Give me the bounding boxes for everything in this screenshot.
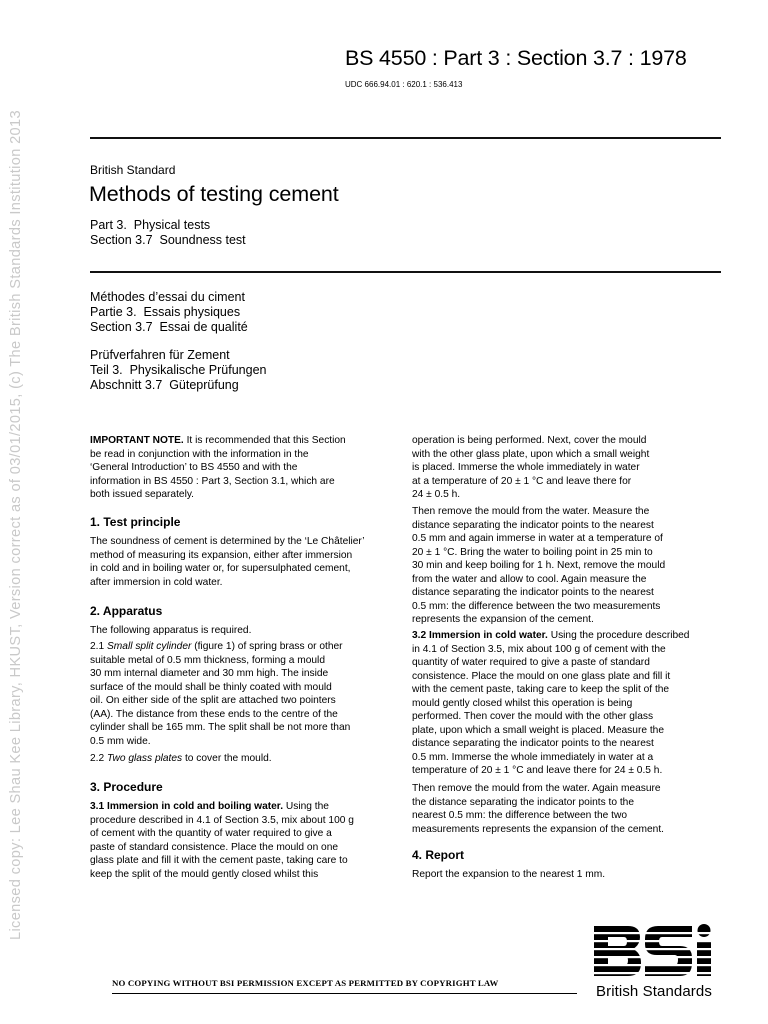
clause-3-2-line: with the cement paste, taking care to keep the split of the xyxy=(412,684,670,695)
clause-3-2-line: plate, upon which a small weight is placed. Measure the xyxy=(412,724,664,736)
continuation-line: distance separating the indicator points to the nearest xyxy=(412,587,654,598)
clause-3-1-line: of cement with the quantity of water required to give a xyxy=(90,828,332,839)
copyright-notice: NO COPYING WITHOUT BSI PERMISSION EXCEPT AS PERMITTED BY COPYRIGHT LAW xyxy=(112,978,499,988)
continuation-line: from the water and allow to cool. Again measure the xyxy=(412,573,647,585)
section-1-line: after immersion in cold water. xyxy=(90,576,223,588)
standard-number: BS 4550 : Part 3 : Section 3.7 : 1978 xyxy=(345,46,687,70)
clause-3-1-line: procedure described in 4.1 of Section 3.5, mix about 100 g xyxy=(90,814,354,826)
clause-2-1-term: Small split cylinder xyxy=(107,641,192,652)
clause-3-2-line: temperature of 20 ± 1 °C and leave there for 24 ± 0.5 h. xyxy=(412,765,663,776)
clause-3-2-line: quantity of water required to give a paste of standard xyxy=(412,657,650,668)
clause-3-2-line: measurements represents the expansion of the cement. xyxy=(412,823,664,835)
clause-3-2-line: mould gently closed whilst this operation is being xyxy=(412,697,633,709)
english-subtitle-part: Part 3. Physical tests xyxy=(90,218,211,232)
german-title: Prüfverfahren für Zement xyxy=(90,348,230,362)
continuation-line: with the other glass plate, upon which a small weight xyxy=(412,448,650,460)
continuation-line: 0.5 mm: the difference between the two measurements xyxy=(412,600,661,612)
clause-3-1-line: keep the split of the mould gently closed whilst this xyxy=(90,868,319,880)
clause-2-1-line: oil. On either side of the split are attached two pointers xyxy=(90,695,336,706)
english-subtitle-section: Section 3.7 Soundness test xyxy=(90,233,246,247)
section-1-heading: 1. Test principle xyxy=(90,515,181,529)
clause-2-1-line: 30 mm internal diameter and 30 mm high. The inside xyxy=(90,668,329,679)
clause-3-2-line: distance separating the indicator points to the nearest xyxy=(412,738,654,749)
brand-name: British Standards xyxy=(596,983,712,1000)
continuation-line: at a temperature of 20 ± 1 °C and leave there for xyxy=(412,475,632,487)
clause-2-1-line: 2.1 Small split cylinder (figure 1) of spring brass or other xyxy=(90,641,343,652)
important-note-line: be read in conjunction with the information in the xyxy=(90,448,309,460)
french-subtitle-part: Partie 3. Essais physiques xyxy=(90,305,241,319)
udc-code: UDC 666.94.01 : 620.1 : 536.413 xyxy=(345,80,463,89)
german-subtitle-section: Abschnitt 3.7 Güteprüfung xyxy=(90,378,239,392)
french-title: Méthodes d’essai du ciment xyxy=(90,290,245,304)
clause-2-2-line: 2.2 Two glass plates to cover the mould. xyxy=(90,753,272,764)
clause-3-2-line: consistence. Place the mould on one glass plate and fill it xyxy=(412,670,671,682)
clause-3-1-line: glass plate and fill it with the cement paste, taking care to xyxy=(90,855,348,866)
footer-divider xyxy=(112,993,577,994)
section-4-text: Report the expansion to the nearest 1 mm. xyxy=(412,869,606,880)
document-title: Methods of testing cement xyxy=(89,182,339,206)
continuation-line: Then remove the mould from the water. Measure the xyxy=(412,506,650,517)
bsi-logo-letter-i-dot xyxy=(698,924,711,937)
clause-2-1-line: surface of the mould shall be thinly coated with mould xyxy=(90,681,332,693)
document-type-label: British Standard xyxy=(90,163,176,177)
title-divider xyxy=(90,271,721,273)
section-3-heading: 3. Procedure xyxy=(90,780,163,794)
french-subtitle-section: Section 3.7 Essai de qualité xyxy=(90,320,248,334)
section-2-intro: The following apparatus is required. xyxy=(90,625,252,636)
clause-3-2-heading: 3.2 Immersion in cold water. xyxy=(412,630,548,641)
continuation-line: 24 ± 0.5 h. xyxy=(412,489,461,500)
continuation-line: 20 ± 1 °C. Bring the water to boiling point in 25 min to xyxy=(412,546,653,558)
clause-2-1-line: 0.5 mm wide. xyxy=(90,735,151,747)
section-1-line: in cold and in boiling water or, for supersulphated cement, xyxy=(90,563,351,574)
clause-3-2-line: in 4.1 of Section 3.5, mix about 100 g of cement with the xyxy=(412,643,666,655)
important-note-line: information in BS 4550 : Part 3, Section 3.1, which are xyxy=(90,475,335,487)
top-divider xyxy=(90,137,721,139)
important-note-line: ‘General Introduction’ to BS 4550 and with the xyxy=(90,462,298,473)
bsi-logo xyxy=(594,924,733,978)
clause-3-1-line: 3.1 Immersion in cold and boiling water. Using the xyxy=(90,801,329,812)
important-note-label: IMPORTANT NOTE. xyxy=(90,435,184,446)
clause-3-2-line: nearest 0.5 mm: the difference between the two xyxy=(412,810,628,821)
continuation-line: operation is being performed. Next, cover the mould xyxy=(412,435,647,446)
clause-3-2-line: the distance separating the indicator points to the xyxy=(412,796,635,808)
continuation-line: 30 min and keep boiling for 1 h. Next, remove the mould xyxy=(412,560,666,571)
section-2-heading: 2. Apparatus xyxy=(90,604,163,618)
section-1-line: method of measuring its expansion, either after immersion xyxy=(90,549,353,561)
clause-2-2-term: Two glass plates xyxy=(107,753,183,764)
important-note-line: IMPORTANT NOTE. It is recommended that this Section xyxy=(90,435,346,446)
clause-2-1-line: cylinder shall be 165 mm. The split shall be not more than xyxy=(90,722,351,733)
clause-2-1-line: (AA). The distance from these ends to the centre of the xyxy=(90,708,338,720)
continuation-line: 0.5 mm and again immerse in water at a temperature of xyxy=(412,533,663,544)
continuation-line: represents the expansion of the cement. xyxy=(412,614,594,625)
continuation-line: distance separating the indicator points to the nearest xyxy=(412,519,654,531)
german-subtitle-part: Teil 3. Physikalische Prüfungen xyxy=(90,363,267,377)
clause-3-2-line: Then remove the mould from the water. Again measure xyxy=(412,783,661,794)
clause-3-1-heading: 3.1 Immersion in cold and boiling water. xyxy=(90,801,284,812)
section-1-line: The soundness of cement is determined by the ‘Le Châtelier’ xyxy=(90,536,365,547)
clause-2-1-line: suitable metal of 0.5 mm thickness, forming a mould xyxy=(90,654,325,666)
important-note-line: both issued separately. xyxy=(90,489,195,500)
license-watermark: Licensed copy: Lee Shau Kee Library, HKUST, Version correct as of 03/01/2015, (c) The British Standards Institution 2013 xyxy=(8,110,24,940)
continuation-line: is placed. Immerse the whole immediately in water xyxy=(412,462,640,473)
clause-3-2-line: performed. Then cover the mould with the other glass xyxy=(412,711,654,722)
clause-3-2-line: 0.5 mm. Immerse the whole immediately in water at a xyxy=(412,751,654,763)
clause-3-2-line: 3.2 Immersion in cold water. Using the procedure described xyxy=(412,630,690,641)
clause-3-1-line: paste of standard consistence. Place the mould on one xyxy=(90,841,339,853)
section-4-heading: 4. Report xyxy=(412,848,465,862)
bsi-logo-letter-i-stem xyxy=(697,941,711,976)
